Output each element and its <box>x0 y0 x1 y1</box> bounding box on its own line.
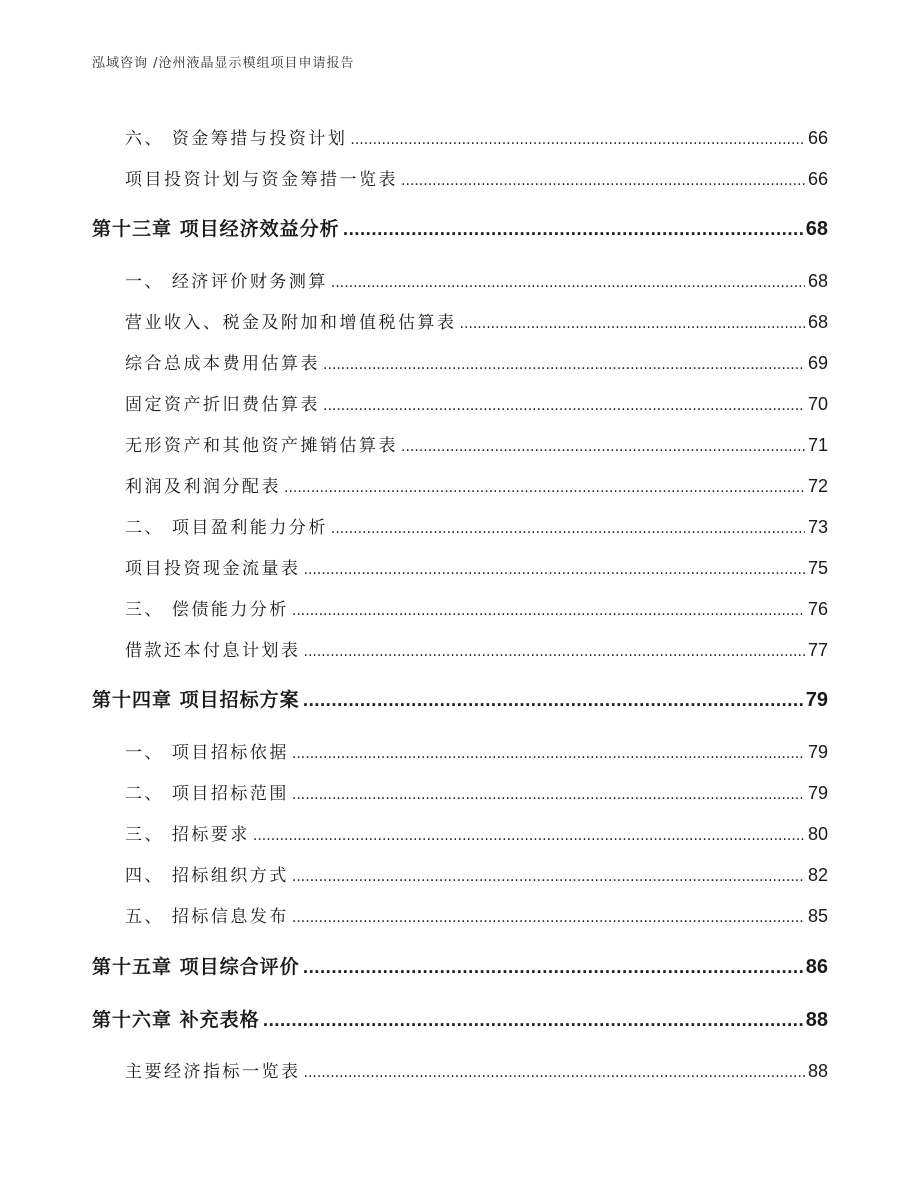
toc-page-number: 85 <box>807 906 828 926</box>
toc-leader-dots <box>292 910 805 926</box>
toc-page-number: 79 <box>807 783 828 803</box>
toc-entry[interactable] <box>125 165 828 190</box>
toc-page-number: 73 <box>807 517 828 537</box>
toc-entry[interactable] <box>125 472 828 497</box>
toc-page-number: 68 <box>805 218 828 240</box>
toc-entry[interactable] <box>125 390 828 415</box>
toc-page-number: 86 <box>805 956 828 978</box>
toc-leader-dots <box>292 787 805 803</box>
toc-page-number: 68 <box>807 271 828 291</box>
page-header: 泓域咨询 /沧州液晶显示模组项目申请报告 <box>92 56 355 71</box>
toc-leader-dots <box>304 562 805 578</box>
toc-leader-dots <box>292 746 805 762</box>
toc-entry[interactable] <box>125 861 828 886</box>
toc-chapter-title: 第十六章 补充表格 <box>92 1009 260 1031</box>
toc-entry-title: 无形资产和其他资产摊销估算表 <box>125 436 398 456</box>
toc-page-number: 70 <box>807 394 828 414</box>
toc-page-number: 80 <box>807 824 828 844</box>
toc-entry-title: 项目投资计划与资金筹措一览表 <box>125 170 398 190</box>
toc-entry[interactable] <box>125 820 828 845</box>
toc-entry-title: 四、 招标组织方式 <box>125 866 289 886</box>
toc-leader-dots <box>292 603 805 619</box>
toc-page-number: 66 <box>807 128 828 148</box>
toc-entry-title: 营业收入、税金及附加和增值税估算表 <box>125 313 457 333</box>
toc-page-number: 72 <box>807 476 828 496</box>
toc-chapter-title: 第十三章 项目经济效益分析 <box>92 218 340 240</box>
toc-entry-title: 利润及利润分配表 <box>125 477 281 497</box>
toc-leader-dots <box>331 521 805 537</box>
toc-chapter-title: 第十五章 项目综合评价 <box>92 956 300 978</box>
toc-leader-dots <box>323 398 805 414</box>
toc-entry[interactable] <box>125 738 828 763</box>
toc-entry[interactable] <box>125 902 828 927</box>
toc-entry[interactable] <box>125 554 828 579</box>
toc-entry-title: 三、 偿债能力分析 <box>125 600 289 620</box>
toc-entry-title: 一、 经济评价财务测算 <box>125 272 328 292</box>
toc-chapter-entry[interactable] <box>92 214 828 241</box>
header-rule <box>90 80 830 81</box>
toc-entry-title: 固定资产折旧费估算表 <box>125 395 320 415</box>
toc-page-number: 66 <box>807 169 828 189</box>
toc-entry[interactable] <box>125 349 828 374</box>
toc-leader-dots <box>460 316 805 332</box>
toc-leader-dots <box>253 828 805 844</box>
toc-page-number: 77 <box>807 640 828 660</box>
toc-entry-title: 一、 项目招标依据 <box>125 743 289 763</box>
toc-leader-dots <box>263 1012 803 1030</box>
toc-chapter-title: 第十四章 项目招标方案 <box>92 689 300 711</box>
toc-leader-dots <box>304 1065 805 1081</box>
toc-entry-title: 综合总成本费用估算表 <box>125 354 320 374</box>
toc-leader-dots <box>331 275 805 291</box>
toc-entry-title: 六、 资金筹措与投资计划 <box>125 129 348 149</box>
toc-leader-dots <box>350 132 805 148</box>
toc-leader-dots <box>304 644 805 660</box>
toc-leader-dots <box>303 959 803 977</box>
toc-chapter-entry[interactable] <box>92 685 828 712</box>
toc-entry[interactable] <box>125 779 828 804</box>
toc-leader-dots <box>284 480 805 496</box>
toc-page-number: 69 <box>807 353 828 373</box>
toc-entry-title: 项目投资现金流量表 <box>125 559 301 579</box>
toc-entry-title: 借款还本付息计划表 <box>125 641 301 661</box>
toc-entry[interactable] <box>125 431 828 456</box>
toc-page-number: 76 <box>807 599 828 619</box>
toc-page-number: 71 <box>807 435 828 455</box>
toc-page-number: 79 <box>807 742 828 762</box>
toc-leader-dots <box>292 869 805 885</box>
toc-entry[interactable] <box>125 595 828 620</box>
toc-leader-dots <box>401 173 805 189</box>
toc-entry[interactable] <box>125 636 828 661</box>
toc-chapter-entry[interactable] <box>92 952 828 979</box>
toc-entry[interactable] <box>125 1057 828 1082</box>
toc-page-number: 88 <box>805 1009 828 1031</box>
toc-page-number: 75 <box>807 558 828 578</box>
toc-entry[interactable] <box>125 308 828 333</box>
toc-leader-dots <box>401 439 805 455</box>
toc-page-number: 88 <box>807 1061 828 1081</box>
toc-entry[interactable] <box>125 124 828 149</box>
toc-entry-title: 主要经济指标一览表 <box>125 1062 301 1082</box>
toc-leader-dots <box>343 221 803 239</box>
toc-chapter-entry[interactable] <box>92 1005 828 1032</box>
toc-page-number: 82 <box>807 865 828 885</box>
toc-entry-title: 三、 招标要求 <box>125 825 250 845</box>
toc-page-number: 68 <box>807 312 828 332</box>
toc-entry[interactable] <box>125 513 828 538</box>
toc-page-number: 79 <box>805 689 828 711</box>
toc-entry-title: 五、 招标信息发布 <box>125 907 289 927</box>
toc-entry[interactable] <box>125 267 828 292</box>
toc-leader-dots <box>323 357 805 373</box>
toc-entry-title: 二、 项目招标范围 <box>125 784 289 804</box>
toc-leader-dots <box>303 692 803 710</box>
toc-entry-title: 二、 项目盈利能力分析 <box>125 518 328 538</box>
